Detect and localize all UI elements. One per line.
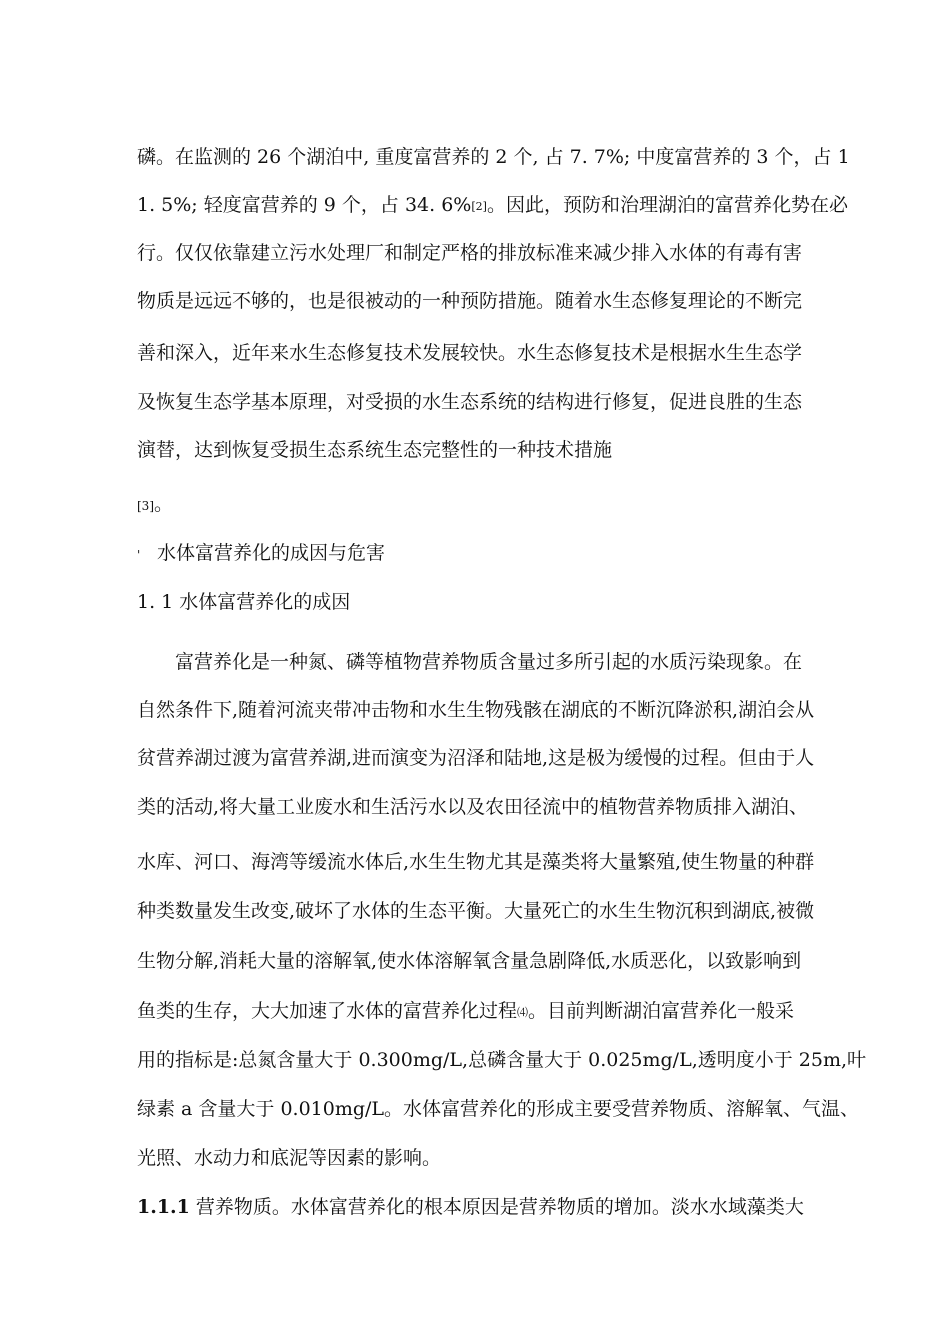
intro-line-3: 行。仅仅依靠建立污水处理厂和制定严格的排放标准来减少排入水体的有毒有害: [137, 242, 803, 264]
section-heading-1: [137, 541, 385, 567]
intro-line-1: 磷。在监测的 26 个湖泊中, 重度富营养的 2 个, 占 7. 7%; 中度富营养的 3 个，占 1: [137, 146, 850, 168]
intro-line-2-tail: 。因此，预防和治理湖泊的富营养化势在必: [486, 194, 848, 216]
body-line-8-text: 鱼类的生存，大大加速了水体的富营养化过程: [137, 1000, 518, 1022]
body-line-6: 种类数量发生改变,破坏了水体的生态平衡。大量死亡的水生生物沉积到湖底,被微: [137, 900, 815, 922]
citation-ref-3: [3]: [137, 499, 154, 513]
section-mark: ': [137, 548, 141, 562]
body-line-4: 类的活动,将大量工业废水和生活污水以及农田径流中的植物营养物质排入湖泊、: [137, 796, 809, 818]
section-heading-1-1-1: [137, 1195, 804, 1219]
intro-line-7: 演替，达到恢复受损生态系统生态完整性的一种技术措施: [137, 439, 613, 461]
intro-line-4: 物质是远远不够的，也是很被动的一种预防措施。随着水生态修复理论的不断完: [137, 290, 803, 312]
section-number: 1.1.1: [137, 1196, 190, 1218]
body-line-1: 富营养化是一种氮、磷等植物营养物质含量过多所引起的水质污染现象。在: [137, 651, 803, 673]
citation-ref-2: [2]: [471, 200, 487, 213]
body-line-9: 用的指标是:总氮含量大于 0.300mg/L,总磷含量大于 0.025mg/L,透明度小于 25m,叶: [137, 1049, 867, 1071]
body-line-2: 自然条件下,随着河流夹带冲击物和水生生物残骸在湖底的不断沉降淤积,湖泊会从: [137, 699, 815, 721]
body-line-7: 生物分解,消耗大量的溶解氧,使水体溶解氧含量急剧降低,水质恶化，以致影响到: [137, 950, 802, 972]
intro-line-2: [137, 193, 848, 219]
intro-line-8-tail: 。: [154, 493, 174, 515]
section-heading-1-1-1-text: 营养物质。水体富营养化的根本原因是营养物质的增加。淡水水域藻类大: [189, 1196, 804, 1218]
intro-line-5: 善和深入，近年来水生态修复技术发展较快。水生态修复技术是根据水生生态学: [137, 342, 803, 364]
intro-line-6: 及恢复生态学基本原理，对受损的水生态系统的结构进行修复，促进良胜的生态: [137, 391, 803, 413]
intro-line-8: [137, 492, 173, 518]
body-line-11: 光照、水动力和底泥等因素的影响。: [137, 1147, 442, 1169]
body-line-8: [137, 999, 794, 1025]
section-heading-1-1: 1. 1 水体富营养化的成因: [137, 591, 351, 613]
body-line-3: 贫营养湖过渡为富营养湖,进而演变为沼泽和陆地,这是极为缓慢的过程。但由于人: [137, 747, 815, 769]
body-line-5: 水库、河口、海湾等缓流水体后,水生生物尤其是藻类将大量繁殖,使生物量的种群: [137, 851, 815, 873]
body-line-10: 绿素 a 含量大于 0.010mg/L。水体富营养化的形成主要受营养物质、溶解氧、气温、: [137, 1098, 860, 1120]
intro-line-2-text: 1. 5%; 轻度富营养的 9 个，占 34. 6%: [137, 194, 472, 216]
section-heading-1-title: 水体富营养化的成因与危害: [157, 542, 386, 564]
citation-ref-4: ⑷: [517, 1006, 529, 1019]
body-line-8-tail: 。目前判断湖泊富营养化一般采: [528, 1000, 795, 1022]
